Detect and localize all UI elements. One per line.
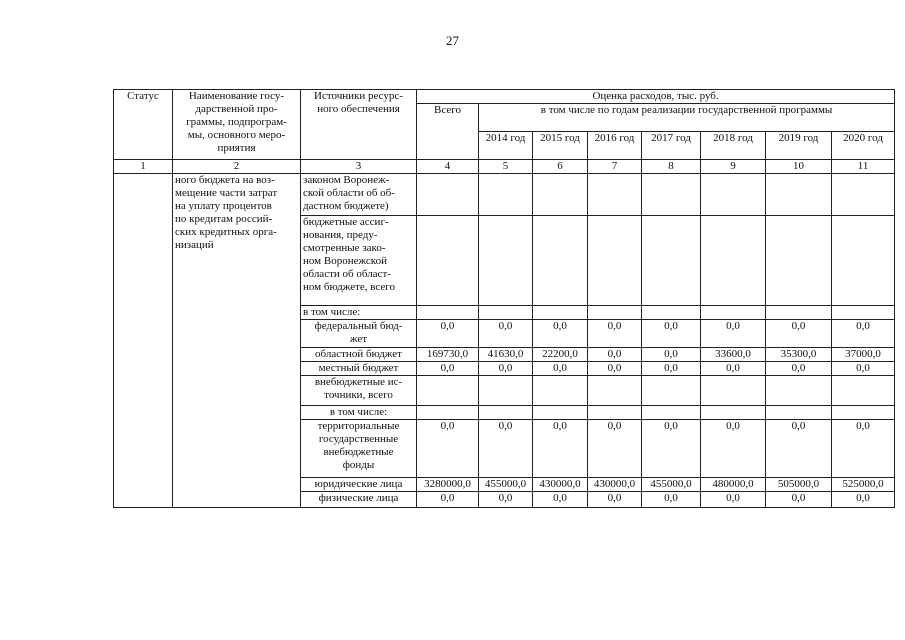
header-status: Статус — [114, 90, 173, 160]
source-cell: местный бюджет — [301, 362, 417, 376]
column-number: 1 — [114, 160, 173, 174]
value-cell: 0,0 — [642, 420, 701, 478]
value-cell — [701, 174, 766, 216]
value-cell: 33600,0 — [701, 348, 766, 362]
value-cell: 0,0 — [832, 492, 895, 508]
value-cell: 37000,0 — [832, 348, 895, 362]
value-cell: 0,0 — [642, 320, 701, 348]
value-cell — [479, 174, 533, 216]
value-cell: 0,0 — [417, 320, 479, 348]
value-cell: 480000,0 — [701, 478, 766, 492]
header-year: 2015 год — [533, 132, 588, 160]
value-cell — [766, 376, 832, 406]
value-cell: 0,0 — [533, 320, 588, 348]
value-cell: 0,0 — [533, 492, 588, 508]
value-cell — [479, 376, 533, 406]
value-cell: 0,0 — [701, 320, 766, 348]
header-sources: Источники ресурс- ного обеспечения — [301, 90, 417, 160]
column-numbers-row — [114, 160, 895, 174]
value-cell — [701, 306, 766, 320]
value-cell: 0,0 — [642, 362, 701, 376]
value-cell — [588, 406, 642, 420]
value-cell — [766, 174, 832, 216]
value-cell: 0,0 — [766, 420, 832, 478]
budget-table — [113, 89, 895, 508]
value-cell: 22200,0 — [533, 348, 588, 362]
value-cell — [832, 306, 895, 320]
value-cell — [417, 216, 479, 306]
value-cell: 0,0 — [588, 348, 642, 362]
column-number: 8 — [642, 160, 701, 174]
value-cell — [417, 406, 479, 420]
header-year: 2019 год — [766, 132, 832, 160]
program-name-cell: ного бюджета на воз- мещение части затрат на уплату процентов по кредитам россий- ских кредитных орга- низаций — [173, 174, 301, 508]
value-cell: 0,0 — [832, 420, 895, 478]
column-number: 7 — [588, 160, 642, 174]
value-cell — [642, 406, 701, 420]
value-cell: 0,0 — [832, 320, 895, 348]
value-cell — [417, 174, 479, 216]
value-cell — [832, 376, 895, 406]
value-cell — [479, 406, 533, 420]
value-cell: 455000,0 — [479, 478, 533, 492]
value-cell — [533, 376, 588, 406]
value-cell: 430000,0 — [588, 478, 642, 492]
value-cell: 41630,0 — [479, 348, 533, 362]
value-cell: 3280000,0 — [417, 478, 479, 492]
value-cell: 0,0 — [642, 492, 701, 508]
value-cell: 0,0 — [479, 320, 533, 348]
column-number: 2 — [173, 160, 301, 174]
value-cell — [701, 376, 766, 406]
value-cell — [701, 406, 766, 420]
value-cell: 169730,0 — [417, 348, 479, 362]
header-year: 2014 год — [479, 132, 533, 160]
value-cell: 0,0 — [588, 362, 642, 376]
source-cell: внебюджетные ис- точники, всего — [301, 376, 417, 406]
table-row — [114, 174, 895, 216]
header-total: Всего — [417, 104, 479, 160]
value-cell — [766, 306, 832, 320]
column-number: 10 — [766, 160, 832, 174]
value-cell: 0,0 — [533, 420, 588, 478]
value-cell — [588, 216, 642, 306]
value-cell — [533, 216, 588, 306]
source-cell: физические лица — [301, 492, 417, 508]
value-cell — [479, 216, 533, 306]
column-number: 4 — [417, 160, 479, 174]
value-cell — [533, 306, 588, 320]
value-cell — [417, 306, 479, 320]
value-cell: 0,0 — [588, 320, 642, 348]
value-cell: 0,0 — [701, 492, 766, 508]
source-cell: бюджетные ассиг- нования, преду- смотренные зако- ном Воронежской области об област- ном бюджете, всего — [301, 216, 417, 306]
value-cell: 505000,0 — [766, 478, 832, 492]
value-cell: 0,0 — [479, 362, 533, 376]
value-cell — [832, 174, 895, 216]
header-year: 2020 год — [832, 132, 895, 160]
value-cell: 0,0 — [766, 492, 832, 508]
source-cell: областной бюджет — [301, 348, 417, 362]
column-number: 3 — [301, 160, 417, 174]
source-cell: в том числе: — [301, 406, 417, 420]
value-cell — [766, 406, 832, 420]
value-cell — [832, 216, 895, 306]
header-year: 2016 год — [588, 132, 642, 160]
value-cell: 0,0 — [701, 362, 766, 376]
value-cell: 0,0 — [701, 420, 766, 478]
value-cell: 0,0 — [479, 420, 533, 478]
value-cell: 0,0 — [642, 348, 701, 362]
value-cell — [642, 306, 701, 320]
column-number: 9 — [701, 160, 766, 174]
source-cell: законом Воронеж- ской области об об- дастном бюджете) — [301, 174, 417, 216]
value-cell: 0,0 — [832, 362, 895, 376]
value-cell: 0,0 — [479, 492, 533, 508]
value-cell — [588, 174, 642, 216]
value-cell — [588, 306, 642, 320]
column-number: 6 — [533, 160, 588, 174]
value-cell — [766, 216, 832, 306]
value-cell — [588, 376, 642, 406]
header-year: 2017 год — [642, 132, 701, 160]
column-number: 5 — [479, 160, 533, 174]
value-cell — [701, 216, 766, 306]
value-cell — [533, 174, 588, 216]
source-cell: федеральный бюд- жет — [301, 320, 417, 348]
value-cell: 0,0 — [766, 362, 832, 376]
value-cell: 525000,0 — [832, 478, 895, 492]
source-cell: в том числе: — [301, 306, 417, 320]
value-cell — [417, 376, 479, 406]
value-cell — [479, 306, 533, 320]
header-estimate: Оценка расходов, тыс. руб. — [417, 90, 895, 104]
column-number: 11 — [832, 160, 895, 174]
value-cell: 455000,0 — [642, 478, 701, 492]
value-cell: 0,0 — [533, 362, 588, 376]
header-year: 2018 год — [701, 132, 766, 160]
value-cell: 0,0 — [417, 362, 479, 376]
value-cell: 0,0 — [588, 420, 642, 478]
page-number: 27 — [446, 33, 459, 48]
header-program-name: Наименование госу- дарственной про- граммы, подпрограм- мы, основного меро- приятия — [173, 90, 301, 160]
value-cell — [642, 376, 701, 406]
value-cell: 0,0 — [417, 420, 479, 478]
status-cell — [114, 174, 173, 508]
source-cell: территориальные государственные внебюджетные фонды — [301, 420, 417, 478]
value-cell — [533, 406, 588, 420]
value-cell: 35300,0 — [766, 348, 832, 362]
value-cell — [832, 406, 895, 420]
value-cell — [642, 174, 701, 216]
value-cell: 0,0 — [766, 320, 832, 348]
value-cell: 430000,0 — [533, 478, 588, 492]
value-cell: 0,0 — [417, 492, 479, 508]
value-cell: 0,0 — [588, 492, 642, 508]
source-cell: юридические лица — [301, 478, 417, 492]
header-by-years: в том числе по годам реализации государственной программы — [479, 104, 895, 132]
value-cell — [642, 216, 701, 306]
